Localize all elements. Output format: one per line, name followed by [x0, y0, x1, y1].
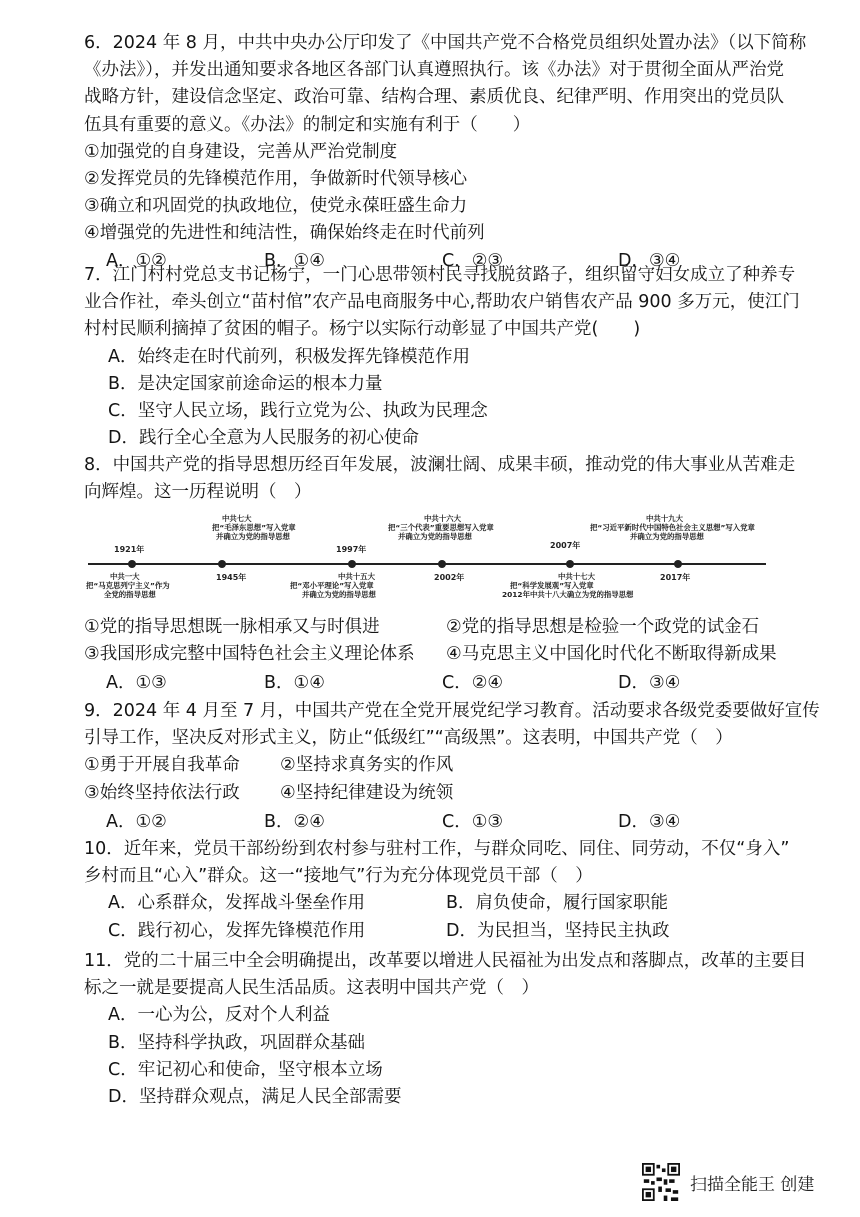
q6-item-4: ④增强党的先进性和纯洁性，确保始终走在时代前列 — [84, 223, 485, 244]
q9-choice-a[interactable]: A．①② — [106, 811, 167, 832]
q9-stem-line: 9．2024 年 4 月至 7 月，中国共产党在全党开展党纪学习教育。活动要求各级党委要做好宣传 — [84, 701, 820, 721]
q11-choice-d[interactable]: D．坚持群众观点，满足人民全部需要 — [108, 1087, 402, 1108]
q9-choice-b[interactable]: B．②④ — [264, 811, 325, 832]
timeline-figure — [84, 506, 854, 618]
q6-item-2: ②发挥党员的先锋模范作用，争做新时代领导核心 — [84, 169, 468, 190]
q9-item-4: ④坚持纪律建设为统领 — [280, 782, 454, 803]
q7-stem-line: 业合作社，牵头创立“苗村倌”农产品电商服务中心,帮助农户销售农产品 900 多万元，使江门 — [84, 292, 800, 313]
timeline-year: 1997年 — [336, 545, 367, 554]
scanner-watermark — [642, 1163, 814, 1201]
q9-stem-line: 引导工作，坚决反对形式主义，防止“低级红”“高级黑”。这表明，中国共产党（ ） — [84, 728, 733, 749]
q9-item-2: ②坚持求真务实的作风 — [280, 755, 454, 776]
question-9 — [84, 698, 854, 836]
q8-item-1: ①党的指导思想既一脉相承又与时俱进 — [84, 617, 380, 637]
q6-item-1: ①加强党的自身建设，完善从严治党制度 — [84, 141, 398, 162]
qr-code-icon — [642, 1163, 680, 1201]
q10-choice-a[interactable]: A．心系群众，发挥战斗堡垒作用 — [108, 893, 365, 914]
q6-choice-b[interactable]: B．①④ — [264, 250, 325, 271]
timeline-label-ccp1: 中共一大 把“马克思列宁主义”作为 全党的指导思想 — [86, 572, 170, 599]
q10-choices — [84, 890, 854, 944]
timeline-label-ccp16: 中共十六大 把“三个代表”重要思想写入党章 并确立为党的指导思想 — [388, 514, 494, 541]
timeline-year: 2002年 — [434, 573, 465, 582]
q8-items — [84, 614, 854, 668]
q11-stem-line: 11．党的二十届三中全会明确提出，改革要以增进人民福祉为出发点和落脚点，改革的主要目 — [84, 951, 807, 971]
q6-stem-line: 战略方针，建设信念坚定、政治可靠、结构合理、素质优良、纪律严明、作用突出的党员队 — [84, 87, 784, 108]
question-11 — [84, 948, 854, 1111]
question-6 — [84, 30, 854, 275]
timeline-year: 2017年 — [660, 573, 691, 582]
q9-choice-d[interactable]: D．③④ — [618, 811, 681, 832]
q8-stem-line: 8．中国共产党的指导思想历经百年发展，波澜壮阔、成果丰硕，推动党的伟大事业从苦难走 — [84, 455, 796, 475]
q9-item-3: ③始终坚持依法行政 — [84, 782, 240, 803]
q7-choice-b[interactable]: B．是决定国家前途命运的根本力量 — [108, 373, 383, 394]
q10-stem-line: 乡村而且“心入”群众。这一“接地气”行为充分体现党员干部（ ） — [84, 866, 593, 887]
q6-choice-d[interactable]: D．③④ — [618, 250, 681, 271]
q8-choice-c[interactable]: C．②④ — [442, 673, 504, 694]
q10-choice-b[interactable]: B．肩负使命，履行国家职能 — [446, 893, 669, 914]
q8-item-4: ④马克思主义中国化时代化不断取得新成果 — [446, 644, 777, 665]
timeline-label-ccp19: 中共十九大 把“习近平新时代中国特色社会主义思想”写入党章 并确立为党的指导思想 — [590, 514, 755, 541]
q6-item-3: ③确立和巩固党的执政地位，使党永葆旺盛生命力 — [84, 196, 468, 217]
q9-items — [84, 752, 854, 806]
scanner-credit-text: 扫描全能王 创建 — [690, 1174, 815, 1195]
q6-stem-line: 6．2024 年 8 月，中共中央办公厅印发了《中国共产党不合格党员组织处置办法》（以下简称 — [84, 33, 807, 53]
q11-stem-line: 标之一就是要提高人民生活品质。这表明中国共产党（ ） — [84, 978, 539, 999]
timeline-label-ccp17: 中共十七大 把“科学发展观”写入党章 2012年中共十八大确立为党的指导思想 — [502, 572, 634, 599]
q7-stem-line: 村村民顺利摘掉了贫困的帽子。杨宁以实际行动彰显了中国共产党( ) — [84, 319, 641, 340]
q11-choice-b[interactable]: B．坚持科学执政，巩固群众基础 — [108, 1032, 366, 1053]
q8-choices — [84, 670, 854, 697]
q6-stem-line: 伍具有重要的意义。《办法》的制定和实施有利于（ ） — [84, 114, 531, 135]
q7-choice-a[interactable]: A．始终走在时代前列，积极发挥先锋模范作用 — [108, 346, 470, 367]
q6-choice-c[interactable]: C．②③ — [442, 250, 504, 271]
q7-choice-c[interactable]: C．坚守人民立场，践行立党为公、执政为民理念 — [108, 401, 488, 422]
q6-choice-a[interactable]: A．①② — [106, 250, 167, 271]
q8-choice-b[interactable]: B．①④ — [264, 673, 325, 694]
question-8-options — [84, 614, 854, 698]
q10-choice-d[interactable]: D．为民担当，坚持民主执政 — [446, 920, 670, 941]
q7-choice-d[interactable]: D．践行全心全意为人民服务的初心使命 — [108, 428, 419, 449]
q8-choice-d[interactable]: D．③④ — [618, 673, 681, 694]
q9-choices — [84, 809, 854, 836]
q8-stem-line: 向辉煌。这一历程说明（ ） — [84, 482, 312, 503]
question-7 — [84, 262, 854, 452]
q10-choice-c[interactable]: C．践行初心，发挥先锋模范作用 — [108, 920, 366, 941]
q6-stem-line: 《办法》），并发出通知要求各地区各部门认真遵照执行。该《办法》对于贯彻全面从严治党 — [84, 60, 784, 81]
q8-item-3: ③我国形成完整中国特色社会主义理论体系 — [84, 644, 415, 665]
q8-item-2: ②党的指导思想是检验一个政党的试金石 — [446, 617, 760, 637]
q9-choice-c[interactable]: C．①③ — [442, 811, 504, 832]
q10-stem-line: 10．近年来，党员干部纷纷到农村参与驻村工作，与群众同吃、同住、同劳动，不仅“身入” — [84, 839, 790, 859]
q8-choice-a[interactable]: A．①③ — [106, 673, 167, 694]
timeline-label-ccp15: 中共十五大 把“邓小平理论”写入党章 并确立为党的指导思想 — [290, 572, 376, 599]
timeline-year: 2007年 — [550, 541, 581, 550]
timeline-year: 1945年 — [216, 573, 247, 582]
q9-item-1: ①勇于开展自我革命 — [84, 755, 240, 776]
q7-stem-line: 7．江门村村党总支书记杨宁，一门心思带领村民寻找脱贫路子，组织留守妇女成立了种养专 — [84, 265, 796, 285]
question-8 — [84, 452, 854, 506]
q11-choice-c[interactable]: C．牢记初心和使命，坚守根本立场 — [108, 1059, 383, 1080]
question-10 — [84, 836, 854, 945]
timeline-label-ccp7: 中共七大 把“毛泽东思想”写入党章 并确立为党的指导思想 — [212, 514, 296, 541]
q11-choice-a[interactable]: A．一心为公，反对个人利益 — [108, 1005, 330, 1026]
timeline-year: 1921年 — [114, 545, 145, 554]
